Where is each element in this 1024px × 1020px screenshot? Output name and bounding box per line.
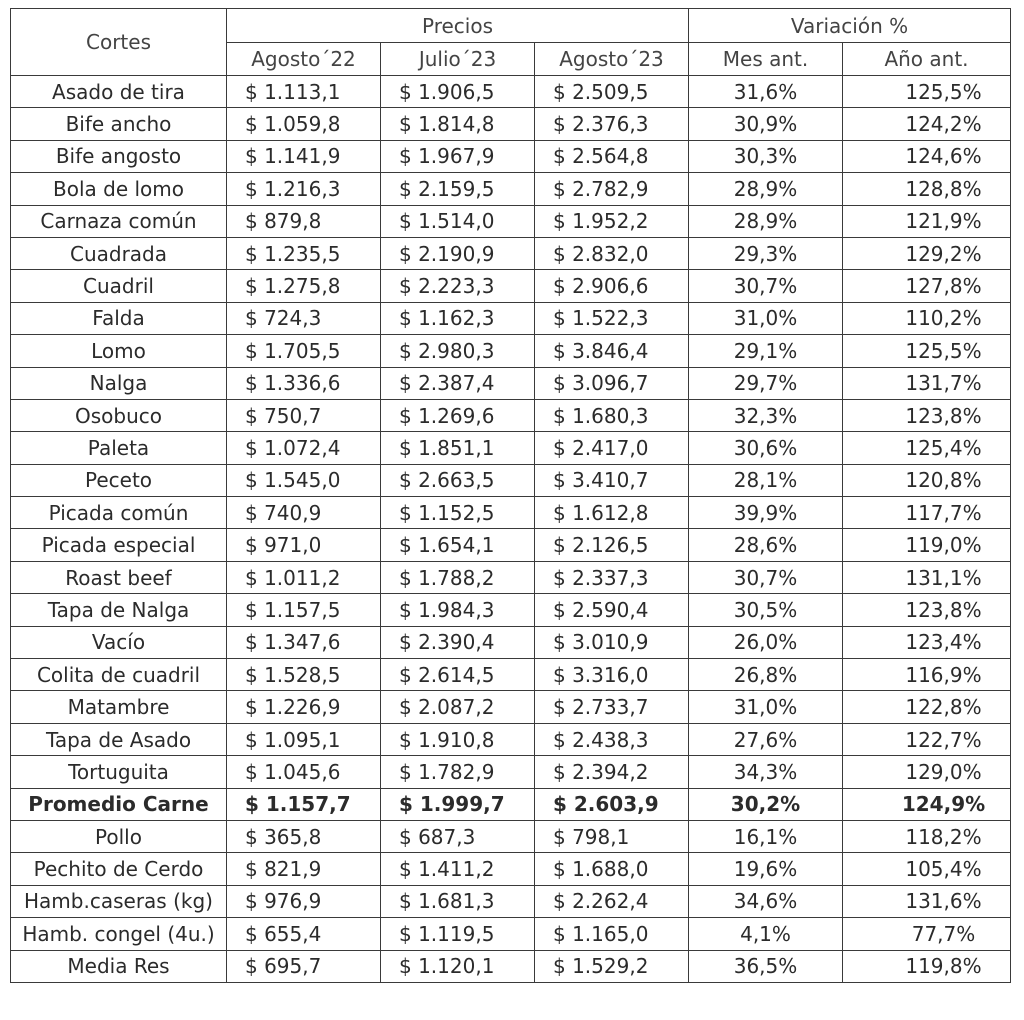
cell-precio-agosto-22: $ 1.059,8: [227, 108, 381, 140]
cell-precio-agosto-23: $ 3.410,7: [535, 464, 689, 496]
cell-precio-agosto-23: $ 2.337,3: [535, 561, 689, 593]
cell-precio-julio-23: $ 2.387,4: [381, 367, 535, 399]
cell-variacion-anio: 110,2%: [843, 302, 1011, 334]
table-row: [11, 594, 1011, 626]
table-row: [11, 270, 1011, 302]
table-row: [11, 885, 1011, 917]
cell-corte: Promedio Carne: [11, 788, 227, 820]
table-row: [11, 205, 1011, 237]
cell-variacion-anio: 127,8%: [843, 270, 1011, 302]
cell-precio-agosto-23: $ 2.733,7: [535, 691, 689, 723]
cell-corte: Tapa de Asado: [11, 723, 227, 755]
cell-precio-agosto-22: $ 655,4: [227, 918, 381, 950]
cell-precio-julio-23: $ 1.906,5: [381, 76, 535, 108]
cell-variacion-anio: 120,8%: [843, 464, 1011, 496]
cell-precio-julio-23: $ 1.681,3: [381, 885, 535, 917]
header-anio-ant: Año ant.: [843, 43, 1011, 76]
cell-precio-julio-23: $ 1.910,8: [381, 723, 535, 755]
cell-precio-agosto-23: $ 2.564,8: [535, 140, 689, 172]
cell-precio-agosto-22: $ 750,7: [227, 399, 381, 431]
cell-precio-agosto-22: $ 740,9: [227, 497, 381, 529]
cell-variacion-mes: 34,3%: [689, 756, 843, 788]
cell-variacion-mes: 30,9%: [689, 108, 843, 140]
cell-precio-julio-23: $ 2.087,2: [381, 691, 535, 723]
cell-precio-julio-23: $ 1.514,0: [381, 205, 535, 237]
table-row: [11, 497, 1011, 529]
cell-precio-agosto-23: $ 2.376,3: [535, 108, 689, 140]
cell-precio-julio-23: $ 1.967,9: [381, 140, 535, 172]
header-row-top: [11, 9, 1011, 43]
table-body: [11, 76, 1011, 983]
cell-precio-agosto-23: $ 1.522,3: [535, 302, 689, 334]
cell-precio-agosto-22: $ 1.157,5: [227, 594, 381, 626]
cell-precio-julio-23: $ 1.984,3: [381, 594, 535, 626]
cell-corte: Asado de tira: [11, 76, 227, 108]
cell-corte: Pollo: [11, 820, 227, 852]
table-row: [11, 367, 1011, 399]
cell-variacion-mes: 36,5%: [689, 950, 843, 982]
cell-variacion-anio: 128,8%: [843, 173, 1011, 205]
header-agosto-22: Agosto´22: [227, 43, 381, 76]
table-row: [11, 853, 1011, 885]
cell-variacion-anio: 129,2%: [843, 237, 1011, 269]
cell-variacion-anio: 116,9%: [843, 659, 1011, 691]
table-row: [11, 561, 1011, 593]
cell-corte: Hamb. congel (4u.): [11, 918, 227, 950]
cell-variacion-anio: 125,4%: [843, 432, 1011, 464]
cell-precio-agosto-23: $ 2.438,3: [535, 723, 689, 755]
cell-variacion-anio: 77,7%: [843, 918, 1011, 950]
cell-variacion-anio: 125,5%: [843, 335, 1011, 367]
cell-variacion-anio: 131,6%: [843, 885, 1011, 917]
cell-precio-agosto-23: $ 2.417,0: [535, 432, 689, 464]
price-table-container: [10, 8, 1011, 983]
cell-precio-agosto-23: $ 2.509,5: [535, 76, 689, 108]
cell-variacion-mes: 39,9%: [689, 497, 843, 529]
cell-corte: Falda: [11, 302, 227, 334]
cell-precio-julio-23: $ 2.980,3: [381, 335, 535, 367]
cell-precio-julio-23: $ 687,3: [381, 820, 535, 852]
cell-precio-agosto-23: $ 1.165,0: [535, 918, 689, 950]
cell-precio-agosto-22: $ 1.528,5: [227, 659, 381, 691]
cell-variacion-anio: 131,7%: [843, 367, 1011, 399]
cell-corte: Colita de cuadril: [11, 659, 227, 691]
cell-variacion-mes: 28,6%: [689, 529, 843, 561]
cell-precio-julio-23: $ 1.851,1: [381, 432, 535, 464]
cell-corte: Cuadril: [11, 270, 227, 302]
table-row: [11, 432, 1011, 464]
cell-precio-agosto-22: $ 1.705,5: [227, 335, 381, 367]
cell-precio-agosto-22: $ 1.072,4: [227, 432, 381, 464]
cell-precio-agosto-23: $ 3.010,9: [535, 626, 689, 658]
table-row: [11, 529, 1011, 561]
cell-precio-agosto-23: $ 2.394,2: [535, 756, 689, 788]
cell-precio-agosto-22: $ 1.347,6: [227, 626, 381, 658]
cell-variacion-mes: 30,7%: [689, 561, 843, 593]
cell-variacion-mes: 31,0%: [689, 302, 843, 334]
cell-variacion-mes: 29,3%: [689, 237, 843, 269]
cell-corte: Picada especial: [11, 529, 227, 561]
cell-variacion-anio: 123,8%: [843, 594, 1011, 626]
cell-precio-julio-23: $ 1.788,2: [381, 561, 535, 593]
header-julio-23: Julio´23: [381, 43, 535, 76]
table-row: [11, 691, 1011, 723]
cell-variacion-mes: 27,6%: [689, 723, 843, 755]
cell-precio-julio-23: $ 1.999,7: [381, 788, 535, 820]
cell-precio-agosto-23: $ 2.832,0: [535, 237, 689, 269]
cell-precio-agosto-22: $ 1.216,3: [227, 173, 381, 205]
cell-precio-agosto-22: $ 1.157,7: [227, 788, 381, 820]
cell-precio-agosto-23: $ 2.126,5: [535, 529, 689, 561]
cell-corte: Bife angosto: [11, 140, 227, 172]
table-row: [11, 302, 1011, 334]
cell-variacion-anio: 125,5%: [843, 76, 1011, 108]
cell-precio-agosto-22: $ 695,7: [227, 950, 381, 982]
cell-variacion-mes: 26,8%: [689, 659, 843, 691]
cell-precio-agosto-22: $ 1.275,8: [227, 270, 381, 302]
cell-corte: Roast beef: [11, 561, 227, 593]
cell-precio-julio-23: $ 1.814,8: [381, 108, 535, 140]
table-row: [11, 140, 1011, 172]
cell-precio-agosto-22: $ 724,3: [227, 302, 381, 334]
cell-variacion-anio: 119,8%: [843, 950, 1011, 982]
cell-variacion-mes: 29,7%: [689, 367, 843, 399]
cell-corte: Cuadrada: [11, 237, 227, 269]
cell-precio-julio-23: $ 1.411,2: [381, 853, 535, 885]
cell-precio-julio-23: $ 2.190,9: [381, 237, 535, 269]
cell-corte: Pechito de Cerdo: [11, 853, 227, 885]
cell-precio-agosto-22: $ 365,8: [227, 820, 381, 852]
cell-precio-agosto-22: $ 1.045,6: [227, 756, 381, 788]
cell-precio-agosto-23: $ 1.612,8: [535, 497, 689, 529]
cell-corte: Nalga: [11, 367, 227, 399]
cell-precio-agosto-23: $ 2.906,6: [535, 270, 689, 302]
cell-precio-agosto-23: $ 2.782,9: [535, 173, 689, 205]
cell-precio-agosto-23: $ 2.590,4: [535, 594, 689, 626]
cell-precio-agosto-22: $ 976,9: [227, 885, 381, 917]
cell-variacion-anio: 123,8%: [843, 399, 1011, 431]
cell-variacion-anio: 118,2%: [843, 820, 1011, 852]
cell-variacion-mes: 19,6%: [689, 853, 843, 885]
cell-precio-julio-23: $ 1.119,5: [381, 918, 535, 950]
cell-precio-agosto-23: $ 1.529,2: [535, 950, 689, 982]
cell-variacion-anio: 124,2%: [843, 108, 1011, 140]
cell-variacion-anio: 117,7%: [843, 497, 1011, 529]
cell-variacion-anio: 119,0%: [843, 529, 1011, 561]
cell-variacion-mes: 30,6%: [689, 432, 843, 464]
cell-variacion-mes: 4,1%: [689, 918, 843, 950]
cell-variacion-mes: 30,7%: [689, 270, 843, 302]
header-cortes: Cortes: [11, 9, 227, 76]
cell-precio-julio-23: $ 1.162,3: [381, 302, 535, 334]
cell-variacion-anio: 129,0%: [843, 756, 1011, 788]
cell-precio-julio-23: $ 2.663,5: [381, 464, 535, 496]
cell-precio-agosto-22: $ 1.095,1: [227, 723, 381, 755]
cell-variacion-mes: 31,0%: [689, 691, 843, 723]
table-row: [11, 723, 1011, 755]
cell-variacion-mes: 26,0%: [689, 626, 843, 658]
cell-variacion-anio: 122,7%: [843, 723, 1011, 755]
cell-precio-agosto-22: $ 821,9: [227, 853, 381, 885]
table-row-average: [11, 788, 1011, 820]
cell-corte: Carnaza común: [11, 205, 227, 237]
cell-variacion-anio: 124,6%: [843, 140, 1011, 172]
cell-precio-agosto-23: $ 798,1: [535, 820, 689, 852]
cell-precio-agosto-22: $ 1.141,9: [227, 140, 381, 172]
cell-variacion-mes: 30,5%: [689, 594, 843, 626]
cell-corte: Media Res: [11, 950, 227, 982]
header-mes-ant: Mes ant.: [689, 43, 843, 76]
table-row: [11, 756, 1011, 788]
cell-precio-julio-23: $ 1.782,9: [381, 756, 535, 788]
cell-precio-agosto-22: $ 1.545,0: [227, 464, 381, 496]
cell-precio-julio-23: $ 2.159,5: [381, 173, 535, 205]
table-row: [11, 237, 1011, 269]
cell-precio-julio-23: $ 2.223,3: [381, 270, 535, 302]
cell-precio-agosto-22: $ 1.011,2: [227, 561, 381, 593]
cell-corte: Picada común: [11, 497, 227, 529]
table-row: [11, 399, 1011, 431]
cell-corte: Bola de lomo: [11, 173, 227, 205]
cell-precio-agosto-23: $ 1.680,3: [535, 399, 689, 431]
cell-precio-julio-23: $ 2.614,5: [381, 659, 535, 691]
cell-corte: Hamb.caseras (kg): [11, 885, 227, 917]
cell-precio-julio-23: $ 1.120,1: [381, 950, 535, 982]
cell-variacion-mes: 28,9%: [689, 205, 843, 237]
cell-precio-julio-23: $ 1.152,5: [381, 497, 535, 529]
cell-variacion-anio: 124,9%: [843, 788, 1011, 820]
cell-variacion-mes: 16,1%: [689, 820, 843, 852]
cell-precio-agosto-22: $ 971,0: [227, 529, 381, 561]
cell-precio-julio-23: $ 1.269,6: [381, 399, 535, 431]
table-row: [11, 173, 1011, 205]
cell-variacion-mes: 30,2%: [689, 788, 843, 820]
cell-precio-agosto-23: $ 1.952,2: [535, 205, 689, 237]
table-row: [11, 464, 1011, 496]
cell-variacion-mes: 28,1%: [689, 464, 843, 496]
cell-precio-agosto-23: $ 1.688,0: [535, 853, 689, 885]
cell-corte: Peceto: [11, 464, 227, 496]
cell-precio-agosto-23: $ 2.262,4: [535, 885, 689, 917]
cell-corte: Lomo: [11, 335, 227, 367]
cell-precio-agosto-22: $ 879,8: [227, 205, 381, 237]
cell-precio-agosto-23: $ 2.603,9: [535, 788, 689, 820]
header-precios: Precios: [227, 9, 689, 43]
cell-precio-agosto-22: $ 1.235,5: [227, 237, 381, 269]
table-row: [11, 659, 1011, 691]
meat-price-table: [10, 8, 1011, 983]
cell-corte: Tapa de Nalga: [11, 594, 227, 626]
table-row: [11, 918, 1011, 950]
cell-variacion-mes: 34,6%: [689, 885, 843, 917]
table-row: [11, 108, 1011, 140]
cell-precio-agosto-22: $ 1.226,9: [227, 691, 381, 723]
cell-corte: Osobuco: [11, 399, 227, 431]
cell-variacion-mes: 29,1%: [689, 335, 843, 367]
cell-variacion-mes: 30,3%: [689, 140, 843, 172]
cell-precio-julio-23: $ 1.654,1: [381, 529, 535, 561]
cell-variacion-anio: 122,8%: [843, 691, 1011, 723]
cell-variacion-anio: 123,4%: [843, 626, 1011, 658]
cell-precio-agosto-22: $ 1.336,6: [227, 367, 381, 399]
cell-corte: Bife ancho: [11, 108, 227, 140]
table-row: [11, 626, 1011, 658]
cell-variacion-anio: 131,1%: [843, 561, 1011, 593]
cell-corte: Vacío: [11, 626, 227, 658]
cell-variacion-mes: 28,9%: [689, 173, 843, 205]
cell-precio-agosto-23: $ 3.846,4: [535, 335, 689, 367]
cell-variacion-mes: 32,3%: [689, 399, 843, 431]
header-variacion: Variación %: [689, 9, 1011, 43]
cell-corte: Matambre: [11, 691, 227, 723]
header-agosto-23: Agosto´23: [535, 43, 689, 76]
cell-corte: Paleta: [11, 432, 227, 464]
cell-precio-agosto-22: $ 1.113,1: [227, 76, 381, 108]
table-row: [11, 335, 1011, 367]
cell-variacion-mes: 31,6%: [689, 76, 843, 108]
table-row: [11, 950, 1011, 982]
table-row: [11, 76, 1011, 108]
cell-precio-agosto-23: $ 3.316,0: [535, 659, 689, 691]
table-row: [11, 820, 1011, 852]
cell-variacion-anio: 105,4%: [843, 853, 1011, 885]
cell-precio-julio-23: $ 2.390,4: [381, 626, 535, 658]
cell-precio-agosto-23: $ 3.096,7: [535, 367, 689, 399]
cell-corte: Tortuguita: [11, 756, 227, 788]
cell-variacion-anio: 121,9%: [843, 205, 1011, 237]
